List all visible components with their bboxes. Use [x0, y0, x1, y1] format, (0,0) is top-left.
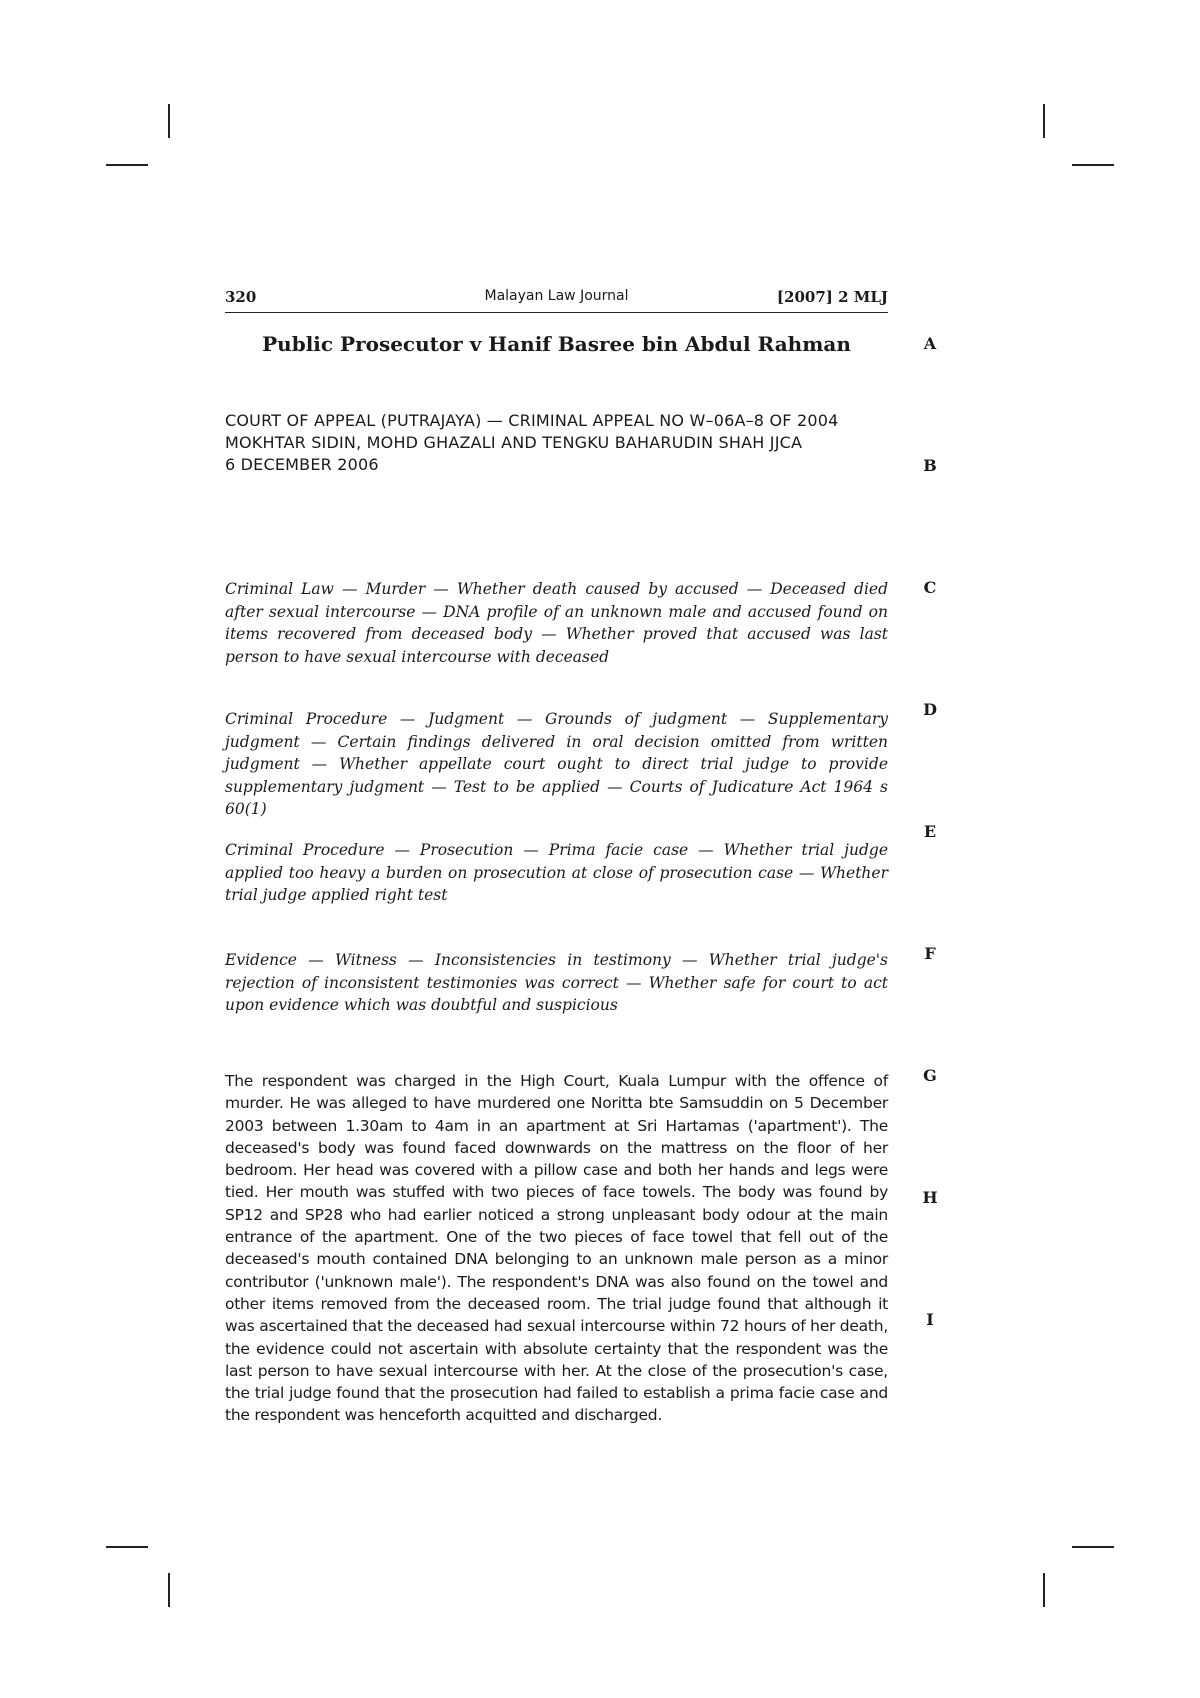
margin-letter-g: G: [923, 1066, 937, 1085]
headnote-body: The respondent was charged in the High Court, Kuala Lumpur with the offence of murder. He was alleged to have murdered one Noritta bte Samsuddin on 5 December 2003 between 1.30am to 4am in an apartment at Sri Hartamas ('apartment'). The deceased's body was found faced downwards on the mattress on the floor of her bedroom. Her head was covered with a pillow case and both her hands and legs were tied. Her mouth was stuffed with two pieces of face towels. The body was found by SP12 and SP28 who had earlier noticed a strong unpleasant body odour at the main entrance of the apartment. One of the two pieces of face towel that fell out of the deceased's mouth contained DNA belonging to an unknown male person as a minor contributor ('unknown male'). The respondent's DNA was also found on the towel and other items removed from the deceased room. The trial judge found that although it was ascertained that the deceased had sexual intercourse within 72 hours of her death, the evidence could not ascertain with absolute certainty that the respondent was the last person to have sexual intercourse with her. At the close of the prosecution's case, the trial judge found that the prosecution had failed to establish a prima facie case and the respondent was henceforth acquitted and discharged.: [225, 1072, 888, 1425]
crop-mark-bottom-right-horizontal: [1072, 1546, 1114, 1548]
running-head: [225, 284, 888, 313]
margin-letter-i: I: [926, 1310, 934, 1329]
court-details: [225, 410, 888, 476]
margin-letter-f: F: [924, 944, 936, 963]
margin-letter-b: B: [923, 456, 937, 475]
crop-mark-top-left-vertical: [168, 104, 170, 138]
crop-mark-bottom-left-horizontal: [106, 1546, 148, 1548]
margin-letter-d: D: [923, 700, 937, 719]
journal-name: Malayan Law Journal: [484, 288, 629, 304]
court-line: COURT OF APPEAL (PUTRAJAYA) — CRIMINAL APPEAL NO W–06A–8 OF 2004: [225, 411, 839, 430]
catchword-criminal-procedure-judgment: Criminal Procedure — Judgment — Grounds of judgment — Supplementary judgment — Certain findings delivered in oral decision omitted from written judgment — Whether appellate court ought to direct trial judge to provide supplementary judgment — Test to be applied — Courts of Judicature Act 1964 s 60(1): [225, 710, 888, 818]
crop-mark-top-left-horizontal: [106, 164, 148, 166]
case-title: Public Prosecutor v Hanif Basree bin Abdul Rahman: [262, 332, 851, 356]
coram-judges: MOKHTAR SIDIN, MOHD GHAZALI AND TENGKU BAHARUDIN SHAH JJCA: [225, 433, 803, 452]
journal-citation: [2007] 2 MLJ: [776, 288, 888, 306]
margin-letter-e: E: [923, 822, 937, 841]
page-number: 320: [225, 288, 257, 306]
crop-mark-top-right-vertical: [1043, 104, 1045, 138]
decision-date: 6 DECEMBER 2006: [225, 455, 379, 474]
catchword-criminal-law: Criminal Law — Murder — Whether death caused by accused — Deceased died after sexual intercourse — DNA profile of an unknown male and accused found on items recovered from deceased body — Whether proved that accused was last person to have sexual intercourse with deceased: [225, 580, 888, 666]
crop-mark-bottom-left-vertical: [168, 1573, 170, 1607]
crop-mark-bottom-right-vertical: [1043, 1573, 1045, 1607]
margin-letter-c: C: [923, 578, 937, 597]
catchword-criminal-procedure-prosecution: Criminal Procedure — Prosecution — Prima facie case — Whether trial judge applied too heavy a burden on prosecution at close of prosecution case — Whether trial judge applied right test: [225, 841, 888, 904]
margin-letter-h: H: [922, 1188, 938, 1207]
margin-letter-a: A: [923, 334, 937, 353]
catchword-evidence: Evidence — Witness — Inconsistencies in testimony — Whether trial judge's rejection of inconsistent testimonies was correct — Whether safe for court to act upon evidence which was doubtful and suspicious: [225, 951, 888, 1014]
crop-mark-top-right-horizontal: [1072, 164, 1114, 166]
